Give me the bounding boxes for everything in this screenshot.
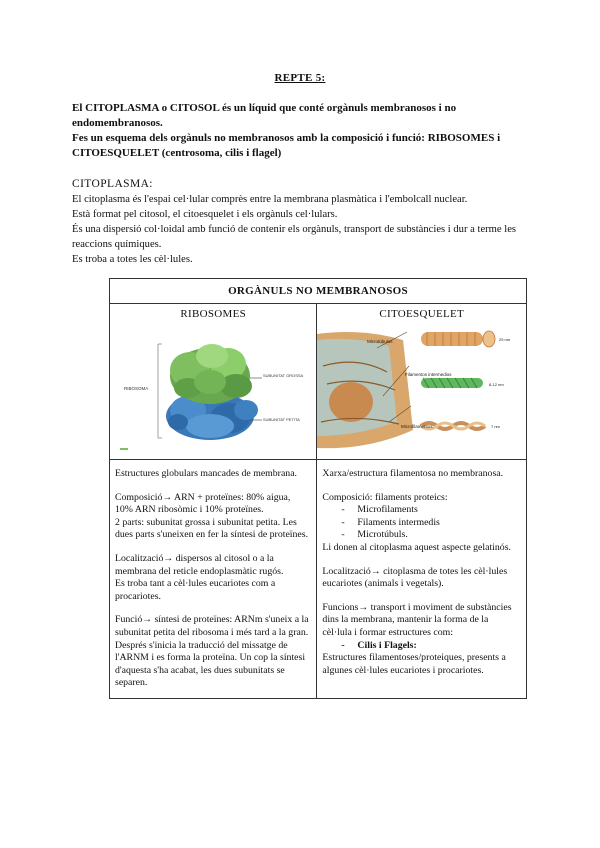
- ribosome-illustration: [110, 326, 317, 456]
- page-title: REPTE 5:: [274, 72, 326, 84]
- cytoskeleton-description: Xarxa/estructura filamentosa no membranosa.: [322, 468, 504, 479]
- cilia-flagella-text: Estructures filamentoses/proteiques, presents a algunes cèl·lules eucariotes i procariotes.: [322, 652, 506, 676]
- cytoskeleton-shape: Li donen al citoplasma aquest aspecte gelatinós.: [322, 541, 511, 553]
- ribosome-function: Funció→ síntesi de proteïnes: ARNm s'uneix a la subunitat petita del ribosoma i més tard a la gran. Després s'inicia la traducció del missatge de l'ARNM i es forma la proteïna. Un cop la síntesi d'aquesta s'ha acabat, les dues subunitats se separen.: [115, 614, 309, 689]
- microtubule-size-label: 25 nm: [499, 337, 511, 342]
- microtubule-graphic: [421, 331, 495, 347]
- cytoplasm-function: És una dispersió col·loidal amb funció de contenir els orgànuls, transport de substàncies i dur a terme les reaccions químiques.: [72, 224, 517, 250]
- ribosome-info-cell: [110, 460, 317, 699]
- cytoplasm-location: Es troba a totes les cèl·lules.: [72, 254, 193, 265]
- intro-line-1: El CITOPLASMA o CITOSOL és un líquid que conté orgànuls membranosos i no endomembranosos.: [72, 102, 457, 129]
- large-subunit-label: SUBUNITAT GROSSA: [263, 373, 304, 378]
- table-header: ORGÀNULS NO MEMBRANOSOS: [110, 279, 527, 304]
- cilia-list: [322, 640, 520, 653]
- cytoskeleton-image-cell: [317, 304, 527, 460]
- cytoskeleton-illustration: [317, 326, 526, 456]
- filament-list: [322, 504, 520, 542]
- exercise-statement: [72, 101, 542, 161]
- microfilaments-label: Microfilamentos: [401, 424, 433, 429]
- list-item: - Microtúbuls.: [357, 529, 520, 542]
- ribosome-location: Localització→ dispersos al citosol o a la membrana del reticle endoplasmàtic rugós.: [115, 552, 284, 577]
- ribosome-composition: Composició→ ARN + proteïnes: 80% aigua, 10% ARN ribosòmic i 10% proteïnes.: [115, 491, 291, 516]
- microtubules-label: Microtúbulos: [367, 339, 393, 344]
- organelles-table: [109, 278, 527, 699]
- intro-line-2: Fes un esquema dels orgànuls no membranosos amb la composició i funció: RIBOSOMES i CITOESQUELET (centrosoma, cilis i flagel): [72, 132, 501, 159]
- ribosomes-title: RIBOSOMES: [180, 308, 247, 320]
- ribosome-description: Estructures globulars mancades de membrana.: [115, 468, 297, 479]
- small-subunit-label: SUBUNITAT PETITA: [263, 417, 300, 422]
- ribosome-cell-types: Es troba tant a cèl·lules eucariotes com a procariotes.: [115, 578, 276, 602]
- intermediate-filament-graphic: [421, 378, 483, 388]
- list-item: - Filaments intermedis: [357, 517, 520, 530]
- cytoskeleton-composition: Composició: filaments proteics:: [322, 491, 448, 503]
- cytoplasm-composition: Està format pel citosol, el citoesquelet i els orgànuls cel·lulars.: [72, 209, 338, 220]
- cilia-flagella-label: - Cilis i Flagels:: [357, 640, 520, 653]
- cytoplasm-definition: El citoplasma és l'espai cel·lular comprès entre la membrana plasmàtica i l'embolcall nuclear.: [72, 194, 468, 205]
- cytoskeleton-function: Funcions→ transport i moviment de substàncies dins la membrana, mantenir la forma de la cèl·lula i formar estructures com:: [322, 601, 512, 638]
- microfilament-size-label: 7 nm: [491, 424, 501, 429]
- cytoskeleton-title: CITOESQUELET: [379, 308, 465, 320]
- list-item: - Microfilaments: [357, 504, 520, 517]
- large-subunit: [170, 344, 252, 404]
- intermediate-filaments-label: Filamentos intermedios: [405, 372, 452, 377]
- ribosome-parts: 2 parts: subunitat grossa i subunitat petita. Les dues parts s'uneixen en fer la síntesi de proteïnes.: [115, 516, 309, 541]
- intermediate-size-label: 8-12 nm: [489, 382, 505, 387]
- ribosome-image-cell: [110, 304, 317, 460]
- cytoskeleton-info-cell: [317, 460, 527, 699]
- cytoplasm-section: [72, 177, 537, 267]
- ribosome-fig-label: RIBOSOMA: [124, 386, 149, 391]
- cytoskeleton-location: Localització→ citoplasma de totes les cèl·lules eucariotes (animals i vegetals).: [322, 565, 508, 590]
- cytoplasm-heading: CITOPLASMA:: [72, 178, 153, 190]
